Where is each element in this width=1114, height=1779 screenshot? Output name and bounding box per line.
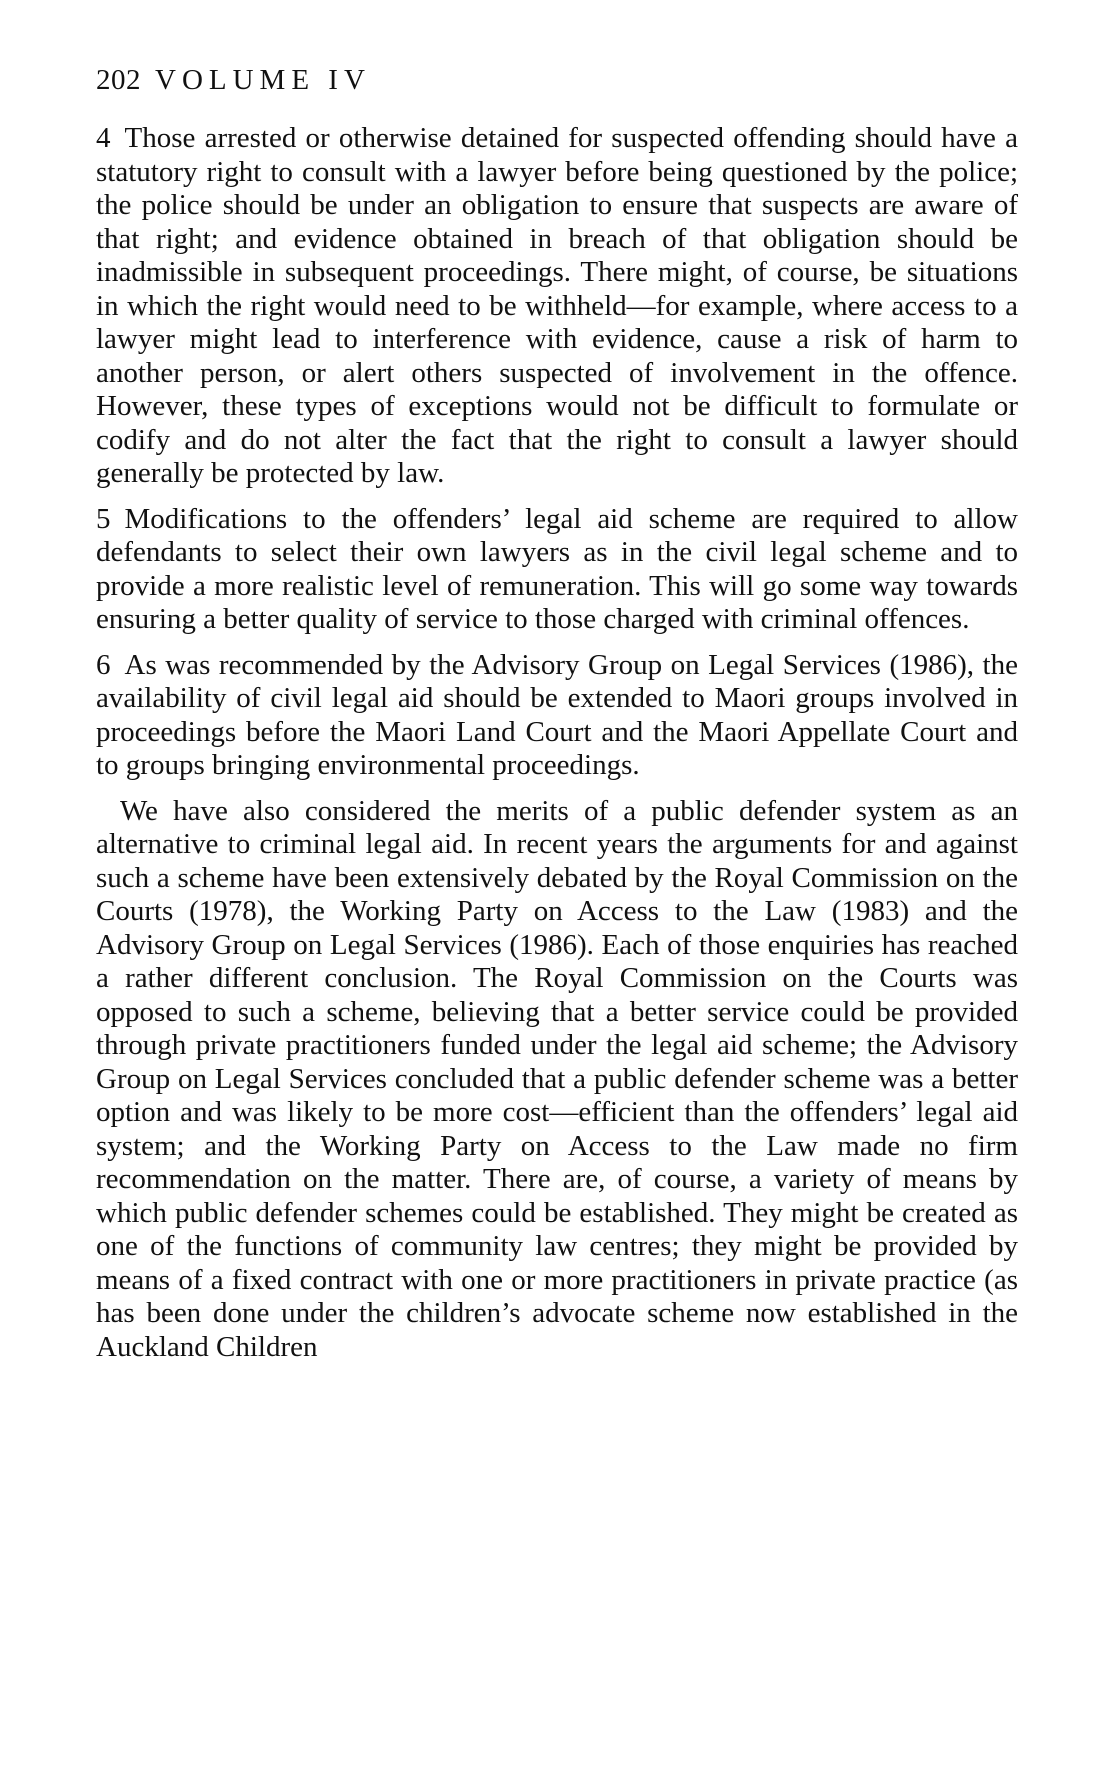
item-number: 5: [96, 502, 111, 535]
item-text: Modifications to the offenders’ legal aid scheme are required to allow defendants to select their own lawyers as in the civil legal scheme and to provide a more realistic level of remuneration. This will go some way towards ensuring a better quality of service to those charged with criminal offences.: [96, 502, 1018, 635]
page-number: 202: [96, 64, 141, 96]
body-paragraph: We have also considered the merits of a public defender system as an alternative to criminal legal aid. In recent years the arguments for and against such a scheme have been extensively debated by the Royal Commission on the Courts (1978), the Working Party on Access to the Law (1983) and the Advisory Group on Legal Services (1986). Each of those enquiries has reached a rather different conclusion. The Royal Commission on the Courts was opposed to such a scheme, believing that a better service could be provided through private practitioners funded under the legal aid scheme; the Advisory Group on Legal Services concluded that a public defender scheme was a better option and was likely to be more cost—efficient than the offenders’ legal aid system; and the Working Party on Access to the Law made no firm recommendation on the matter. There are, of course, a variety of means by which public defender schemes could be established. They might be created as one of the functions of community law centres; they might be provided by means of a fixed contract with one or more practitioners in private practice (as has been done under the children’s advocate scheme now established in the Auckland Children: [96, 794, 1018, 1363]
item-text: As was recommended by the Advisory Group on Legal Services (1986), the availability of civil legal aid should be extended to Maori groups involved in proceedings before the Maori Land Court and the Maori Appellate Court and to groups bringing environmental proceedings.: [96, 648, 1018, 781]
numbered-item-6: [96, 649, 1018, 783]
body-text: [96, 122, 1018, 1376]
item-text: Those arrested or otherwise detained for suspected offending should have a statutory right to consult with a lawyer before being questioned by the police; the police should be under an obligation to ensure that suspects are aware of that right; and evidence obtained in breach of that obligation should be inadmissible in subsequent proceedings. There might, of course, be situations in which the right would need to be withheld—for example, where access to a lawyer might lead to interference with evidence, cause a risk of harm to another person, or alert others suspected of involvement in the offence. However, these types of exceptions would not be difficult to formulate or codify and do not alter the fact that the right to consult a lawyer should generally be protected by law.: [96, 122, 1018, 489]
item-number: 4: [96, 122, 111, 154]
numbered-item-4: [96, 122, 1018, 491]
running-head: [96, 62, 371, 98]
numbered-item-5: [96, 503, 1018, 637]
volume-label: VOLUME IV: [155, 64, 371, 96]
item-number: 6: [96, 648, 111, 681]
